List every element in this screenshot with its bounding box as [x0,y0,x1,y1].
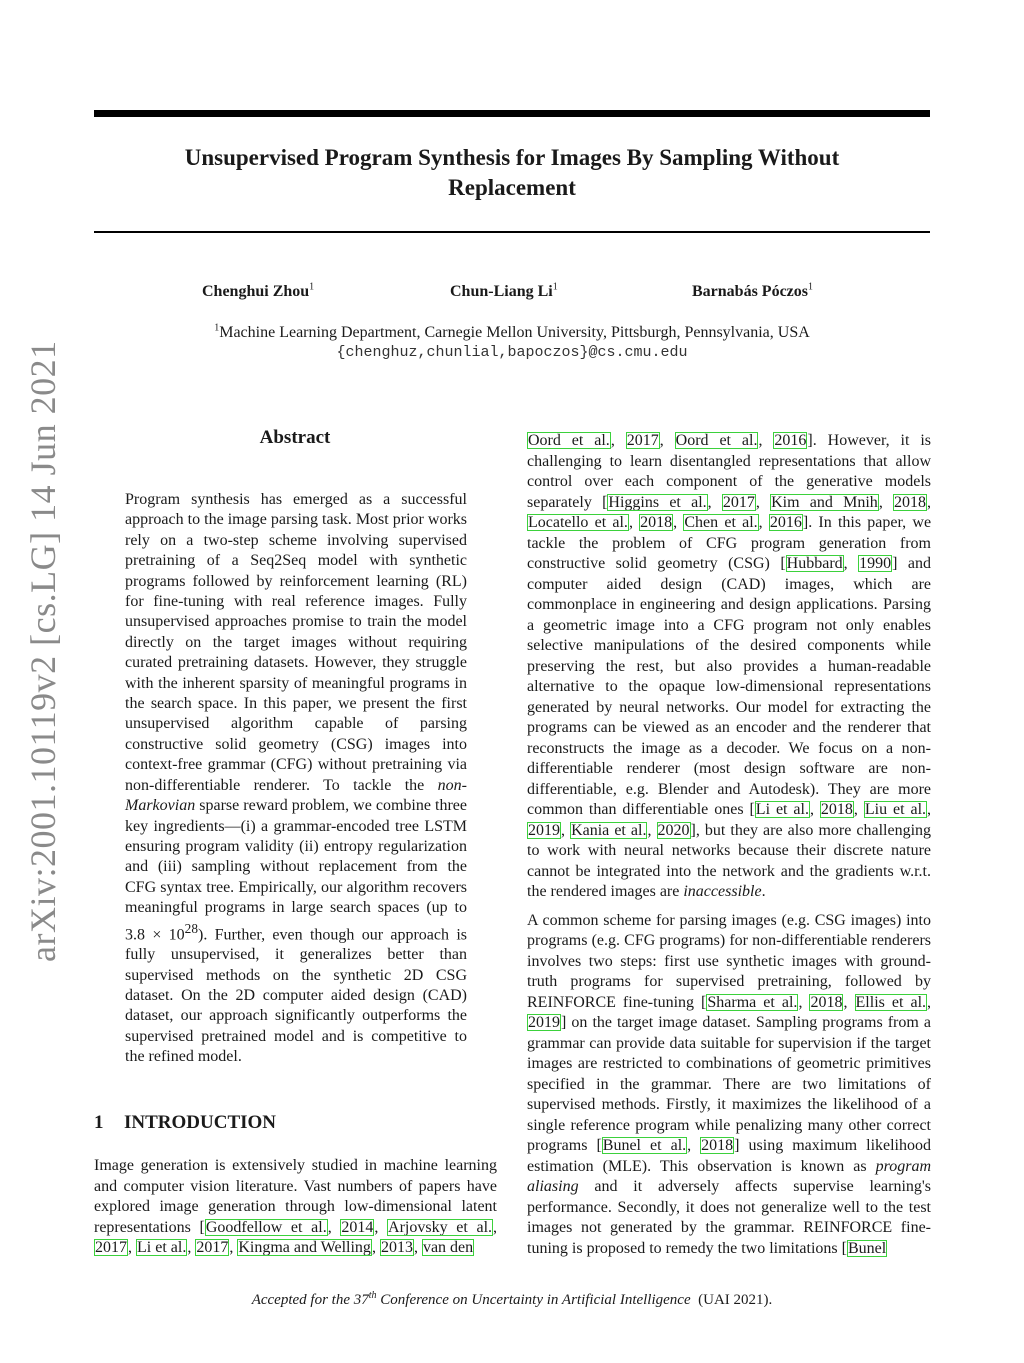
author-1-affil-mark: 1 [309,281,315,293]
top-rule [94,110,930,117]
citation-link[interactable]: Goodfellow et al. [205,1218,327,1236]
citation-link[interactable]: 2018 [640,514,673,531]
affiliation-mark: 1 [214,322,220,334]
citation-link[interactable]: 2018 [701,1137,734,1154]
arxiv-identifier: arXiv:2001.10119v2 [cs.LG] 14 Jun 2021 [23,340,63,962]
citation-link[interactable]: 2019 [528,821,560,839]
citation-link[interactable]: 2017 [196,1239,229,1256]
affiliation [94,323,930,363]
author-emails: {chenghuz,chunlial,bapoczos}@cs.cmu.edu [336,344,688,361]
abstract-heading: Abstract [259,427,331,448]
citation-link[interactable]: 2013 [380,1239,413,1256]
affiliation-text: Machine Learning Department, Carnegie Mellon University, Pittsburgh, Pennsylvania, USA [219,324,810,341]
author-3 [692,283,813,301]
citation-link[interactable]: Li et al. [137,1239,187,1256]
intro-italic-term: inaccessible [683,883,762,900]
citation-link[interactable]: Arjovsky et al. [388,1218,493,1236]
intro-right-column [527,431,931,1267]
citation-link[interactable]: Kim and Mnih [771,493,878,511]
author-2-affil-mark: 1 [552,281,558,293]
intro-left-text: Image generation is extensively studied in machine learning and computer vision literature. Vast numbers of papers have explored image generation through low-dimensional latent representations [ [94,1157,497,1236]
citation-link[interactable]: Higgins et al. [608,493,707,511]
citation-link[interactable]: Oord et al. [528,432,610,449]
citation-link[interactable]: 2018 [810,993,843,1011]
footer-pre: Accepted for the 37 [251,1292,369,1308]
title-line-2: Replacement [448,175,576,200]
citation-link[interactable]: van den [422,1239,474,1256]
title-bottom-rule [94,231,930,233]
citation-link[interactable]: Liu et al. [864,801,927,818]
abstract-text-a: Program synthesis has emerged as a successful approach to the image parsing task. Most prior works rely on a two-step scheme involving supervised pretraining of a Seq2Seq model with synthetic programs followed by reinforcement learning (RL) for fine-tuning with real reference images. Fully unsupervised approaches promise to train the model directly on the target images without requiring curated pretraining datasets. However, they struggle with the inherent sparsity of meaningful programs in the search space. In this paper, we present the first unsupervised algorithm capable of parsing constructive solid geometry (CSG) images into context-free grammar (CFG) without pretraining via non-differentiable renderer. To tackle the [125,491,467,794]
intro-text: and it adversely affects supervise learning's performance. Secondly, it does not generalize well to the test images not generated by the grammar. REINFORCE fine-tuning is proposed to remedy the two limitations [ [527,1178,931,1257]
citation-link[interactable]: 2017 [95,1239,127,1256]
footer-ordinal: th [368,1290,377,1301]
author-2-name: Chun-Liang Li [450,283,553,300]
page-footer [94,1292,930,1309]
intro-text: A common scheme for parsing images (e.g. CSG images) into programs (e.g. CFG programs) for non-differentiable renderers involves two steps: first use synthetic images with ground-truth programs for supervised pretraining, followed by REINFORCE fine-tuning [ [527,911,931,1011]
intro-text: ]. However, it is challenging to learn disentangled representations that allow control over each component of the generative models separately [ [527,432,932,511]
footer-year: (UAI 2021). [698,1292,773,1308]
intro-text: ], but they are also more challenging to work with neural networks because their discrete nature cannot be integrated into the network and the gradients w.r.t. the rendered images are [527,821,932,900]
abstract-text-c: ). Further, even though our approach is fully unsupervised, it generalizes better than supervised methods on the synthetic 2D CSG dataset. On the 2D computer aided design (CAD) dataset, our approach significantly outperforms the supervised pretrained model and is competitive to the refined model. [125,925,467,1066]
citation-link[interactable]: Bunel [847,1239,887,1257]
citation-link[interactable]: 2016 [774,432,807,449]
abstract-text-b: sparse reward problem, we combine three key ingredients—(i) a grammar-encoded tree LSTM ensuring program validity (ii) entropy regularization and (iii) sampling without replacement from the CFG syntax tree. Empirically, our algorithm recovers meaningful programs in large search spaces (up to 3.8 × 10 [125,797,467,943]
citation-link[interactable]: 1990 [859,555,892,572]
citation-link[interactable]: Kania et al. [571,821,647,839]
citation-link[interactable]: 2019 [528,1014,560,1031]
citation-link[interactable]: 2018 [894,493,927,511]
intro-italic-term: program aliasing [527,1157,932,1195]
section-number: 1 [94,1112,104,1133]
citation-link[interactable]: Sharma et al. [707,993,798,1011]
author-3-name: Barnabás Póczos [692,283,808,300]
citation-link[interactable]: 2017 [722,493,755,511]
abstract-italic-term: non-Markovian [125,776,467,815]
paper-title [94,143,930,203]
citation-link[interactable]: 2016 [769,514,802,531]
author-3-affil-mark: 1 [808,281,813,293]
intro-text: ] using maximum likelihood estimation (MLE). This observation is known as [527,1137,932,1175]
intro-left-paragraph: Image generation is extensively studied in machine learning and computer vision literature. Vast numbers of papers have explored image generation through low-dimensional latent representations [Goodfellow et al., 2014, Arjovsky et al., 2017, Li et al., 2017, Kingma and Welling, 2013, van den [94,1157,498,1256]
footer-venue [252,1292,691,1308]
author-2 [450,283,558,301]
intro-text: ] on the target image dataset. Sampling programs from a grammar can provide data suitable for supervision if the target images are restricted to combinations of geometric primitives specified in the grammar. There are two limitations of supervised methods. Firstly, it maximizes the likelihood of a single reference program while penalizing many other correct programs [ [527,1014,931,1154]
intro-right-paragraph-1: Oord et al., 2017, Oord et al., 2016]. However, it is challenging to learn disentangled representations that allow control over each component of the generative models separately [Higgins et al., 2017, Kim and Mnih, 2018, Locatello et al., 2018, Chen et al., 2016]. In this paper, we tackle the problem of CFG program generation from constructive solid geometry (CSG) [Hubbard, 1990] and computer aided design (CAD) images, which are commonplace in engineering and design applications. Parsing a geometric image into a CFG program not only enables selective manipulations of the desired components while preserving the rest, but also provides a human-readable alternative to the opaque low-dimensional representations generated by neural networks. Our model for extracting the programs can be viewed as an encoder and the renderer that reconstructs the image as a decoder. We focus on a non-differentiable renderer (most design software are non-differentiable, e.g. Blender and Autodesk). They are more common than differentiable ones [Li et al., 2018, Liu et al., 2019, Kania et al., 2020], but they are also more challenging to work with neural networks because their discrete nature cannot be integrated into the network and the gradients w.r.t. the rendered images are inaccessible. [527,432,932,900]
citation-link[interactable]: Ellis et al. [855,993,927,1011]
abstract-exponent: 28 [184,920,198,936]
footer-conference: Conference on Uncertainty in Artificial Intelligence [376,1292,691,1308]
author-1 [202,283,314,301]
citation-link[interactable]: Hubbard [786,555,843,572]
citation-link[interactable]: 2017 [626,432,659,449]
citation-link[interactable]: 2020 [657,821,690,839]
citation-link[interactable]: Li et al. [755,801,809,818]
citation-link[interactable]: Bunel et al. [602,1137,687,1154]
intro-text: ] and computer aided design (CAD) images, which are commonplace in engineering and design applications. Parsing a geometric image into a CFG program not only enables selective manipulations of the desired components while preserving the rest, but also provides a human-readable alternative to the opaque low-dimensional representations generated by neural networks. Our model for extracting the programs can be viewed as an encoder and the renderer that reconstructs the image as a decoder. We focus on a non-differentiable renderer (most design software are non-differentiable, e.g. Blender and Autodesk). They are more common than differentiable ones [ [527,555,932,818]
author-1-name: Chenghui Zhou [202,283,310,300]
citation-link[interactable]: 2018 [820,801,853,818]
citation-link[interactable]: Chen et al. [684,514,758,531]
section-heading-introduction [94,1112,276,1134]
citation-link[interactable]: 2014 [341,1218,374,1236]
intro-right-paragraph-2: A common scheme for parsing images (e.g. CSG images) into programs (e.g. CFG programs) for non-differentiable renderers involves two steps: first use synthetic images with ground-truth programs for supervised pretraining, followed by REINFORCE fine-tuning [Sharma et al., 2018, Ellis et al., 2019] on the target image dataset. Sampling programs from a grammar can provide data suitable for supervision if the target images are restricted to combinations of geometric primitives specified in the grammar. There are two limitations of supervised methods. Firstly, it maximizes the likelihood of a single reference program while penalizing many other correct programs [Bunel et al., 2018] using maximum likelihood estimation (MLE). This observation is known as program aliasing and it adversely affects supervise learning's performance. Secondly, it does not generalize well to the test images not generated by the grammar. REINFORCE fine-tuning is proposed to remedy the two limitations [Bunel [527,911,932,1257]
intro-text: ]. In this paper, we tackle the problem of CFG program generation from constructive solid geometry (CSG) [ [527,514,932,572]
section-title: INTRODUCTION [124,1112,277,1133]
title-line-1: Unsupervised Program Synthesis for Images By Sampling Without [184,145,840,170]
abstract-body [125,490,467,1068]
citation-link[interactable]: Kingma and Welling [238,1239,371,1256]
citation-link[interactable]: Locatello et al. [528,514,628,531]
citation-link[interactable]: Oord et al. [675,432,758,449]
